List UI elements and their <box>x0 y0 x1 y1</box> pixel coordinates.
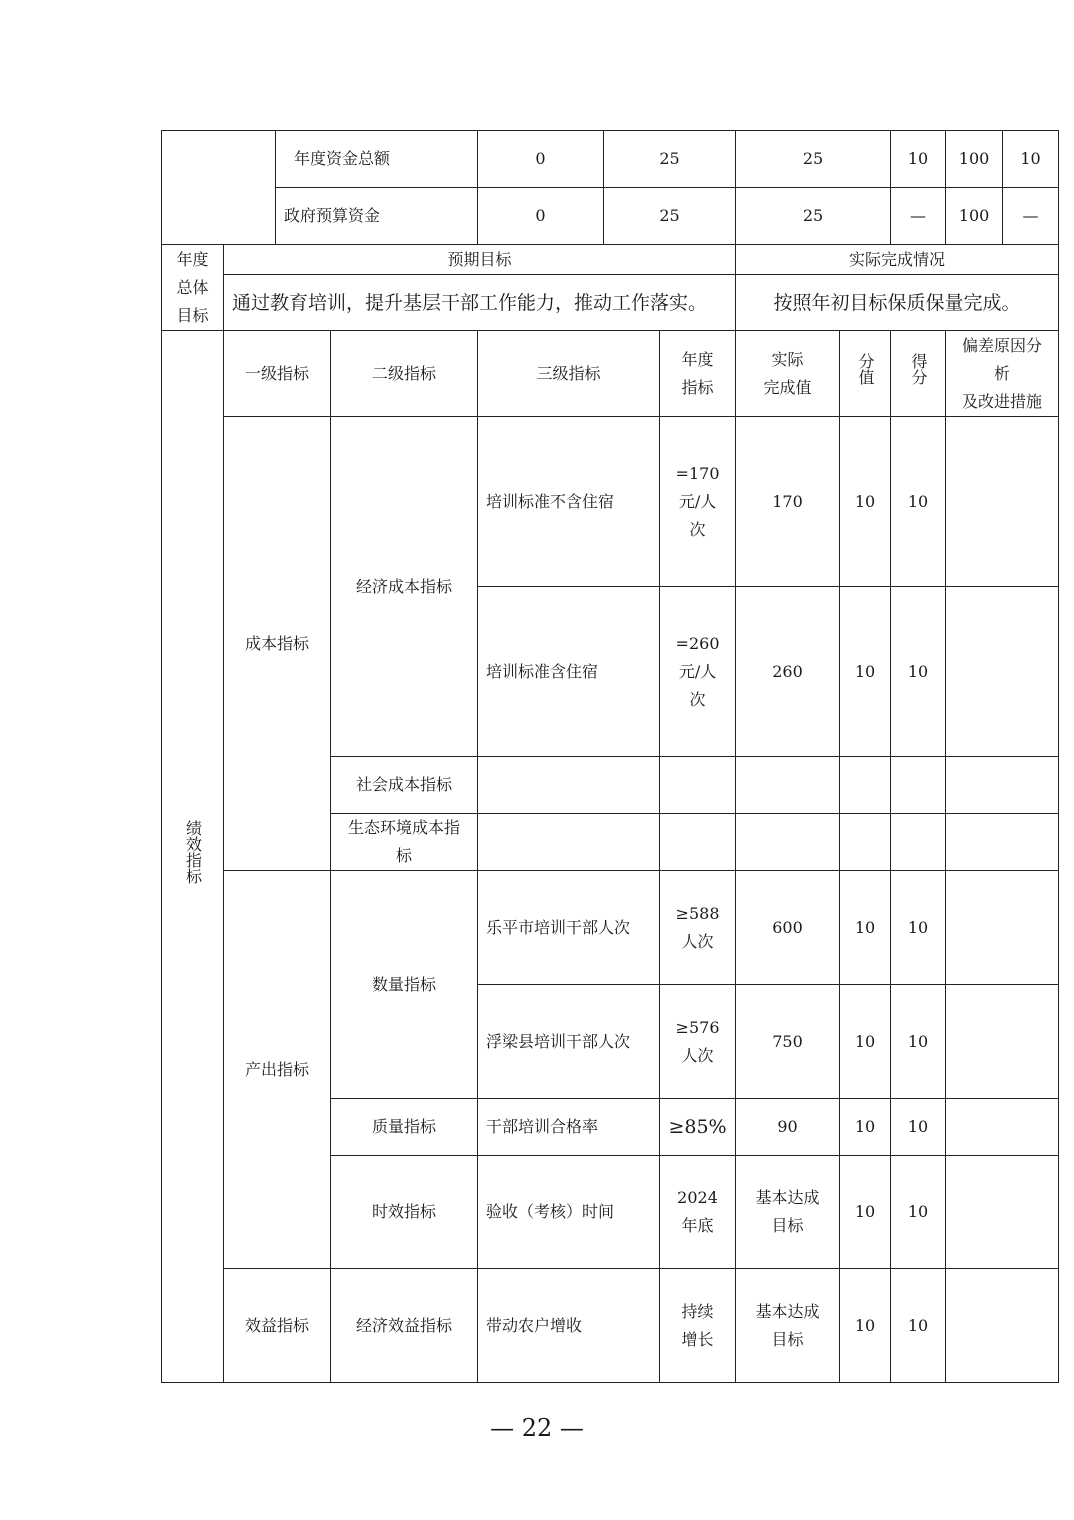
target-line: =170 <box>675 463 720 483</box>
actual-header-line: 完成值 <box>763 377 812 397</box>
target-line: ≥576 <box>675 1017 720 1037</box>
actual-value: 600 <box>736 871 840 985</box>
level2-header: 二级指标 <box>331 331 478 417</box>
annual-target <box>660 1269 736 1383</box>
level1-output: 产出指标 <box>224 871 331 1269</box>
level3-name: 乐平市培训干部人次 <box>478 871 660 985</box>
target-line: 年底 <box>681 1216 714 1235</box>
got-value: 10 <box>891 417 946 587</box>
funding-rate: 100 <box>946 188 1003 245</box>
annual-target <box>660 985 736 1099</box>
overall-content-row <box>162 275 1059 331</box>
score-value: 10 <box>840 1269 891 1383</box>
deviation-cell <box>946 1156 1059 1269</box>
level3-name: 干部培训合格率 <box>478 1099 660 1156</box>
indicator-side-text: 绩效指标 <box>183 820 203 884</box>
deviation-cell <box>946 985 1059 1099</box>
expected-goal-text: 通过教育培训，提升基层干部工作能力，推动工作落实。 <box>224 275 736 331</box>
level3-empty <box>478 757 660 814</box>
funding-score: — <box>891 188 946 245</box>
target-line: 增长 <box>681 1329 714 1349</box>
level1-benefit: 效益指标 <box>224 1269 331 1383</box>
level1-header: 一级指标 <box>224 331 331 417</box>
annual-target <box>660 1156 736 1269</box>
got-value: 10 <box>891 871 946 985</box>
annual-header-line: 年度 <box>681 349 714 369</box>
overall-header-row <box>162 245 1059 275</box>
score-header <box>840 331 891 417</box>
funding-row <box>162 188 1059 245</box>
actual-line: 基本达成 <box>755 1301 820 1321</box>
target-line: 元/人 <box>678 661 717 681</box>
got-value: 10 <box>891 1099 946 1156</box>
funding-blank-cell <box>162 131 276 245</box>
deviation-cell <box>946 417 1059 587</box>
target-line: ≥588 <box>675 903 720 923</box>
actual-value: 170 <box>736 417 840 587</box>
funding-value: 25 <box>604 188 736 245</box>
actual-line: 目标 <box>771 1216 804 1235</box>
score-value: 10 <box>840 1099 891 1156</box>
actual-value: 90 <box>736 1099 840 1156</box>
level3-name: 浮梁县培训干部人次 <box>478 985 660 1099</box>
funding-got: — <box>1003 188 1059 245</box>
actual-completion-text: 按照年初目标保质保量完成。 <box>736 275 1059 331</box>
annual-target <box>660 417 736 587</box>
score-value: 10 <box>840 587 891 757</box>
target-line: 持续 <box>681 1301 714 1321</box>
score-value: 10 <box>840 1156 891 1269</box>
deviation-header-line: 偏差原因分 <box>962 335 1043 355</box>
funding-value: 0 <box>478 131 604 188</box>
performance-table <box>161 130 1059 1383</box>
level3-name: 验收（考核）时间 <box>478 1156 660 1269</box>
level3-name: 培训标准不含住宿 <box>478 417 660 587</box>
indicator-header-row <box>162 331 1059 417</box>
deviation-header <box>946 331 1059 417</box>
indicator-side-label <box>162 331 224 1383</box>
deviation-cell <box>946 587 1059 757</box>
actual-line: 基本达成 <box>755 1188 820 1207</box>
target-line: =260 <box>675 633 720 653</box>
actual-value: 750 <box>736 985 840 1099</box>
funding-got: 10 <box>1003 131 1059 188</box>
indicator-row <box>162 871 1059 985</box>
actual-header-line: 实际 <box>771 349 804 369</box>
level2-timeliness: 时效指标 <box>331 1156 478 1269</box>
level2-social-cost: 社会成本指标 <box>331 757 478 814</box>
annual-header-line: 指标 <box>681 377 714 397</box>
target-line: 元/人 <box>678 491 717 511</box>
annual-target-empty <box>660 814 736 871</box>
funding-score: 10 <box>891 131 946 188</box>
got-empty <box>891 814 946 871</box>
score-value: 10 <box>840 417 891 587</box>
got-value: 10 <box>891 1156 946 1269</box>
level2-econ-benefit: 经济效益指标 <box>331 1269 478 1383</box>
eco-cost-line: 标 <box>396 846 413 865</box>
deviation-header-line: 及改进措施 <box>962 391 1043 411</box>
got-header <box>891 331 946 417</box>
level3-name: 培训标准含住宿 <box>478 587 660 757</box>
funding-row <box>162 131 1059 188</box>
deviation-cell <box>946 1269 1059 1383</box>
target-line: 2024 <box>677 1188 718 1207</box>
annual-target-empty <box>660 757 736 814</box>
overall-label-line: 目标 <box>176 305 209 325</box>
actual-value: 260 <box>736 587 840 757</box>
actual-value-empty <box>736 814 840 871</box>
deviation-cell <box>946 757 1059 814</box>
funding-value: 25 <box>736 188 891 245</box>
actual-value-header <box>736 331 840 417</box>
actual-value-empty <box>736 757 840 814</box>
overall-row-label <box>162 245 224 331</box>
funding-label: 年度资金总额 <box>276 131 478 188</box>
actual-value <box>736 1269 840 1383</box>
annual-target-header <box>660 331 736 417</box>
deviation-cell <box>946 1099 1059 1156</box>
funding-value: 25 <box>736 131 891 188</box>
score-value: 10 <box>840 985 891 1099</box>
funding-rate: 100 <box>946 131 1003 188</box>
target-line: 人次 <box>681 1045 714 1065</box>
actual-line: 目标 <box>771 1329 804 1349</box>
funding-value: 0 <box>478 188 604 245</box>
level2-econ-cost: 经济成本指标 <box>331 417 478 757</box>
funding-value: 25 <box>604 131 736 188</box>
level1-cost: 成本指标 <box>224 417 331 871</box>
target-line: 次 <box>689 689 706 709</box>
overall-label-line: 年度 <box>176 249 209 269</box>
level3-header: 三级指标 <box>478 331 660 417</box>
level3-empty <box>478 814 660 871</box>
actual-completion-header: 实际完成情况 <box>736 245 1059 275</box>
level2-quality: 质量指标 <box>331 1099 478 1156</box>
got-value: 10 <box>891 587 946 757</box>
level2-quantity: 数量指标 <box>331 871 478 1099</box>
eco-cost-line: 生态环境成本指 <box>348 818 461 837</box>
got-header-text: 得分 <box>909 353 929 385</box>
deviation-cell <box>946 871 1059 985</box>
score-empty <box>840 757 891 814</box>
score-header-text: 分值 <box>856 353 876 385</box>
score-value: 10 <box>840 871 891 985</box>
annual-target <box>660 871 736 985</box>
target-line: 次 <box>689 519 706 539</box>
got-value: 10 <box>891 1269 946 1383</box>
actual-value <box>736 1156 840 1269</box>
score-empty <box>840 814 891 871</box>
annual-target: ≥85% <box>660 1099 736 1156</box>
expected-goal-header: 预期目标 <box>224 245 736 275</box>
indicator-row <box>162 1269 1059 1383</box>
target-line: 人次 <box>681 931 714 951</box>
annual-target <box>660 587 736 757</box>
level3-name: 带动农户增收 <box>478 1269 660 1383</box>
overall-label-line: 总体 <box>176 277 209 297</box>
level2-eco-cost <box>331 814 478 871</box>
page-number: — 22 — <box>490 1414 584 1442</box>
funding-label: 政府预算资金 <box>276 188 478 245</box>
indicator-row <box>162 417 1059 587</box>
deviation-cell <box>946 814 1059 871</box>
deviation-header-line: 析 <box>994 363 1011 383</box>
got-empty <box>891 757 946 814</box>
got-value: 10 <box>891 985 946 1099</box>
